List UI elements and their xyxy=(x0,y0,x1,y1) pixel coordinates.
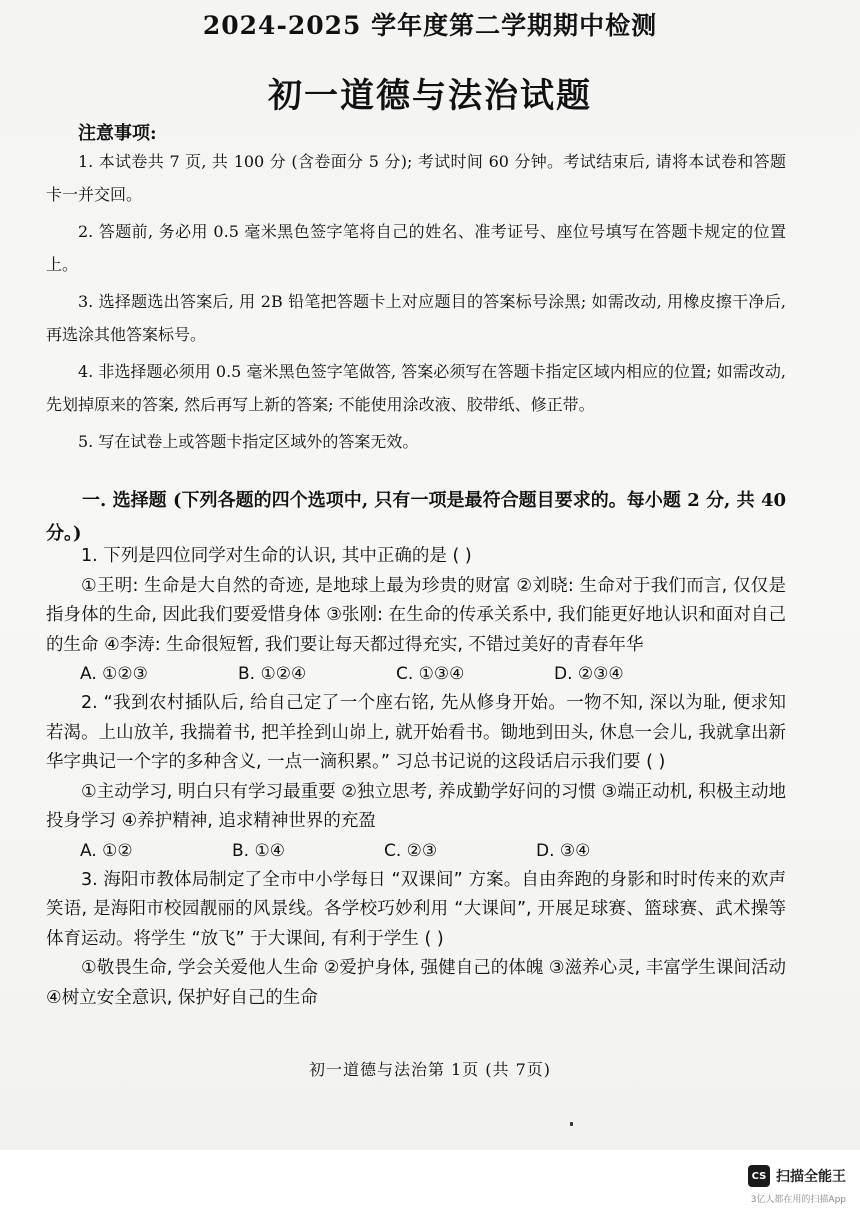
notice-list xyxy=(46,145,786,462)
notice-item-4: 4. 非选择题必须用 0.5 毫米黑色签字笔做答, 答案必须写在答题卡指定区域内相应的位置; 如需改动, 先划掉原来的答案, 然后再写上新的答案; 不能使用涂改液、胶带纸、修正带。 xyxy=(46,362,786,414)
question-2 xyxy=(46,689,786,866)
watermark-brand: 扫描全能王 xyxy=(776,1169,846,1185)
option-row xyxy=(46,660,786,689)
notice-item-1: 1. 本试卷共 7 页, 共 100 分 (含卷面分 5 分); 考试时间 60 分钟。考试结束后, 请将本试卷和答题卡一并交回。 xyxy=(46,152,786,204)
option-a: A. ①② xyxy=(80,840,133,861)
notice-item-3: 3. 选择题选出答案后, 用 2B 铅笔把答题卡上对应题目的答案标号涂黑; 如需改动, 用橡皮擦干净后, 再选涂其他答案标号。 xyxy=(46,292,786,344)
question-stem: 2. “我到农村插队后, 给自己定了一个座右铭, 先从修身开始。一物不知, 深以为耻, 便求知若渴。上山放羊, 我揣着书, 把羊拴到山峁上, 就开始看书。锄地到田头, 休息一会儿, 我就拿出新华字典记一个字的多种含义, 一点一滴积累。” 习总书记说的这段话启示我们要 ( ) xyxy=(46,693,786,772)
notice-item-2: 2. 答题前, 务必用 0.5 毫米黑色签字笔将自己的姓名、准考证号、座位号填写在答题卡规定的位置上。 xyxy=(46,222,786,274)
option-row xyxy=(46,837,786,866)
question-statements: ①敬畏生命, 学会关爱他人生命 ②爱护身体, 强健自己的体魄 ③滋养心灵, 丰富学生课间活动 ④树立安全意识, 保护好自己的生命 xyxy=(46,958,786,1008)
question-1 xyxy=(46,542,786,689)
notice-heading: 注意事项: xyxy=(78,123,157,144)
subject-title: 初一道德与法治试题 xyxy=(268,76,592,116)
watermark-slogan: 3亿人都在用的扫描App xyxy=(750,1195,846,1205)
question-stem: 1. 下列是四位同学对生命的认识, 其中正确的是 ( ) xyxy=(81,546,472,566)
camscanner-logo-icon: CS xyxy=(748,1165,770,1187)
scanner-watermark xyxy=(748,1165,846,1187)
option-d: D. ②③④ xyxy=(554,664,624,684)
page-footer: 初一道德与法治第 1页 (共 7页) xyxy=(308,1060,552,1079)
option-c: C. ①③④ xyxy=(396,664,465,684)
option-b: B. ①②④ xyxy=(238,664,307,684)
question-3 xyxy=(46,866,786,1014)
question-stem: 3. 海阳市教体局制定了全市中小学每日 “双课间” 方案。自由奔跑的身影和时时传来的欢声笑语, 是海阳市校园靓丽的风景线。各学校巧妙利用 “大课间”, 开展足球赛、篮球赛、武术操等体育运动。将学生 “放飞” 于大课间, 有利于学生 ( ) xyxy=(46,869,786,949)
option-a: A. ①②③ xyxy=(80,664,148,684)
term-title: 2024-2025 学年度第二学期期中检测 xyxy=(202,11,658,40)
section-heading: 一. 选择题 (下列各题的四个选项中, 只有一项是最符合题目要求的。每小题 2 分, 共 40 分。) xyxy=(46,490,786,544)
option-b: B. ①④ xyxy=(232,840,285,861)
question-statements: ①王明: 生命是大自然的奇迹, 是地球上最为珍贵的财富 ②刘晓: 生命对于我们而言, 仅仅是指身体的生命, 因此我们要爱惜身体 ③张刚: 在生命的传承关系中, 我们能更好地认识和面对自己的生命 ④李涛: 生命很短暂, 我们要让每天都过得充实, 不错过美好的青春年华 xyxy=(46,575,786,655)
question-statements: ①主动学习, 明白只有学习最重要 ②独立思考, 养成勤学好问的习惯 ③端正动机, 积极主动地投身学习 ④养护精神, 追求精神世界的充盈 xyxy=(46,781,786,831)
scan-speck xyxy=(570,1122,573,1126)
question-list xyxy=(46,542,786,1013)
notice-item-5: 5. 写在试卷上或答题卡指定区域外的答案无效。 xyxy=(78,432,419,451)
option-c: C. ②③ xyxy=(384,840,438,861)
option-d: D. ③④ xyxy=(536,840,591,861)
